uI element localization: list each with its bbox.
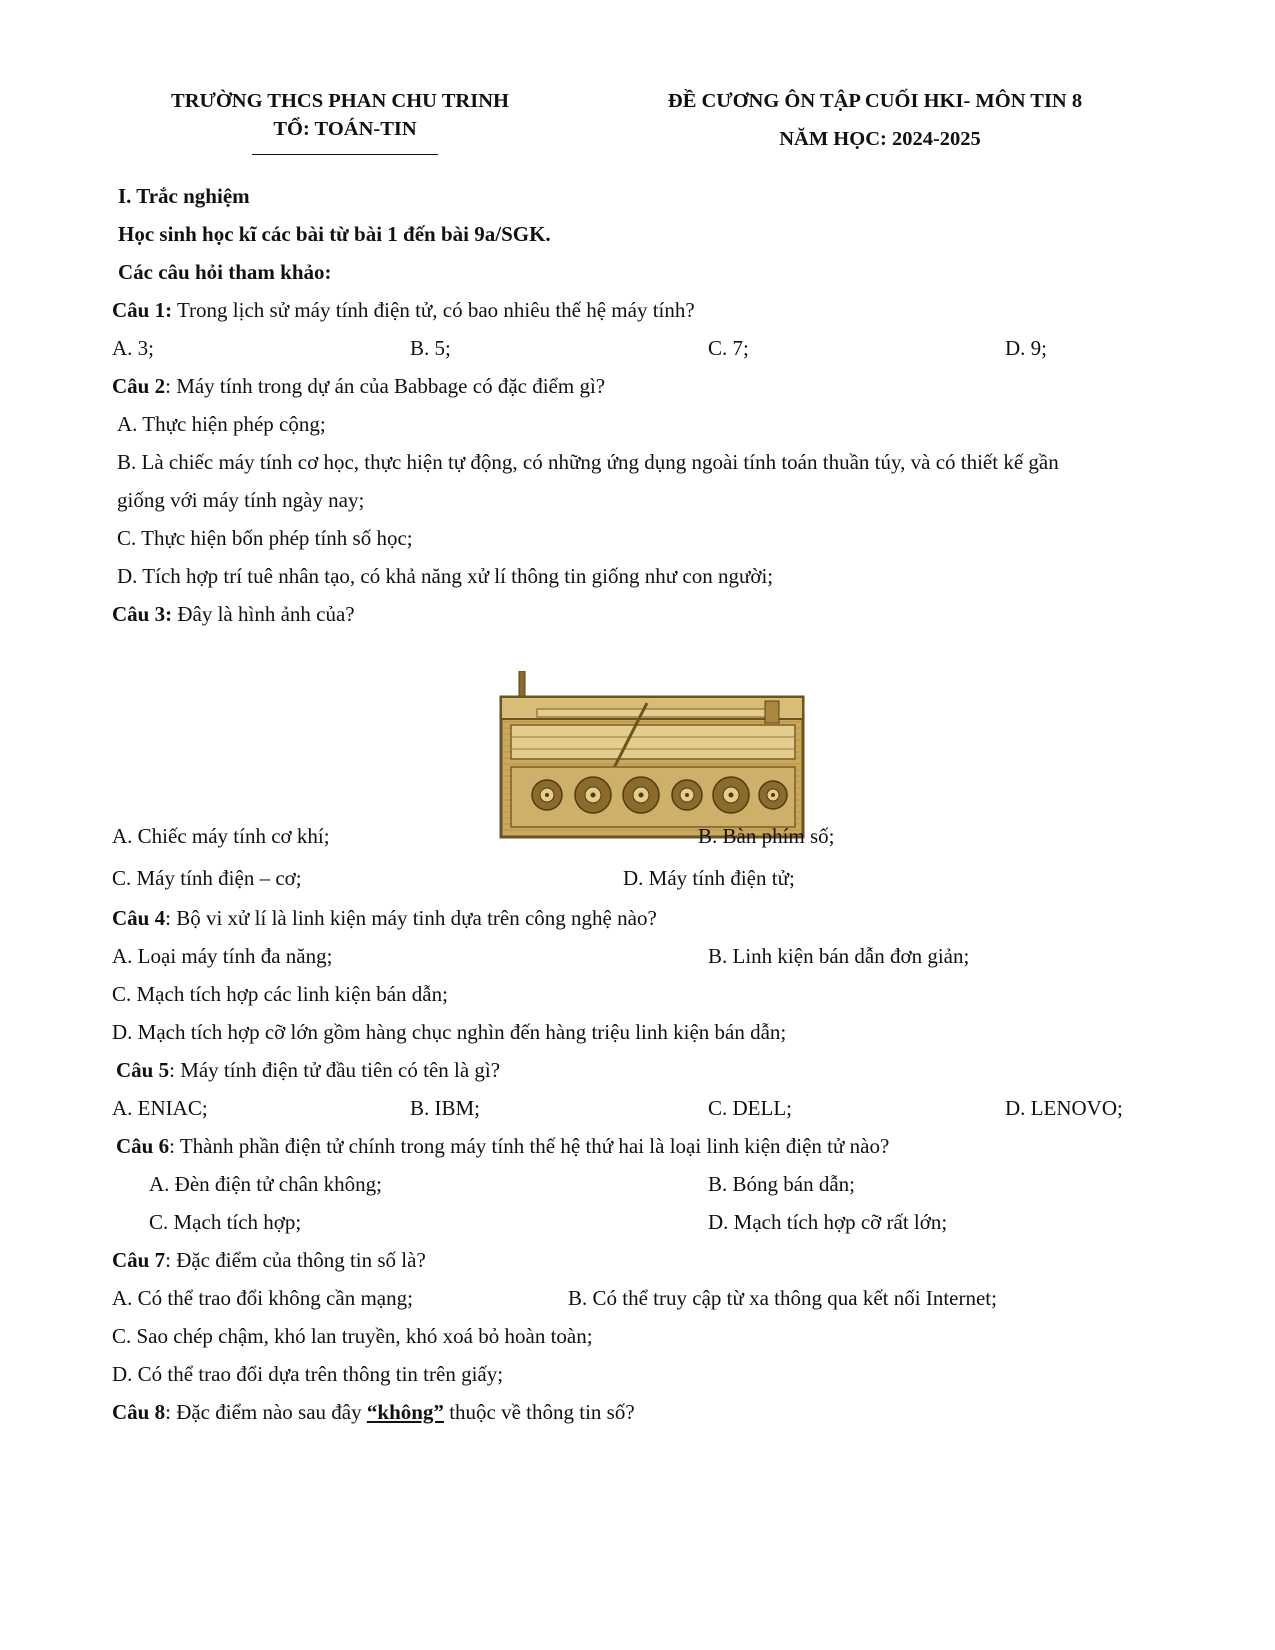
option-7d: D. Có thể trao đổi dựa trên thông tin trên giấy; (112, 1362, 504, 1386)
question-2 (112, 374, 605, 399)
option-7b: B. Có thể truy cập từ xa thông qua kết nối Internet; (568, 1286, 997, 1310)
option-5d: D. LENOVO; (1005, 1096, 1123, 1120)
question-label: Câu 7 (112, 1248, 166, 1272)
question-text: : Đặc điểm nào sau đây (165, 1400, 367, 1424)
question-label: Câu 2 (112, 374, 166, 398)
question-7 (112, 1248, 426, 1273)
department-name: TỔ: TOÁN-TIN (273, 118, 417, 140)
option-4d: D. Mạch tích hợp cỡ lớn gồm hàng chục nghìn đến hàng triệu linh kiện bán dẫn; (112, 1020, 787, 1044)
question-text: Trong lịch sử máy tính điện tử, có bao nhiêu thế hệ máy tính? (172, 298, 695, 322)
option-3c: C. Máy tính điện – cơ; (112, 866, 302, 890)
option-2c: C. Thực hiện bốn phép tính số học; (117, 526, 413, 550)
option-3b: B. Bàn phím số; (698, 824, 835, 848)
option-6a: A. Đèn điện tử chân không; (149, 1172, 382, 1196)
question-label: Câu 4 (112, 906, 166, 930)
question-3 (112, 602, 355, 627)
option-1d: D. 9; (1005, 336, 1047, 360)
department-underline (252, 154, 438, 155)
section-heading: I. Trắc nghiệm (118, 184, 250, 208)
question-text: Đây là hình ảnh của? (172, 602, 355, 626)
question-5 (116, 1058, 500, 1083)
question-6 (116, 1134, 889, 1159)
document-title: ĐỀ CƯƠNG ÔN TẬP CUỐI HKI- MÔN TIN 8 (667, 90, 1083, 112)
option-4b: B. Linh kiện bán dẫn đơn giản; (708, 944, 970, 968)
option-2b: B. Là chiếc máy tính cơ học, thực hiện tự động, có những ứng dụng ngoài tính toán thuần túy, và có thiết kế gần (117, 450, 1059, 474)
question-text: : Máy tính điện tử đầu tiên có tên là gì? (169, 1058, 501, 1082)
option-1c: C. 7; (708, 336, 749, 360)
pascaline-calculator-illustration (497, 671, 809, 841)
question-1 (112, 298, 695, 323)
question-text-end: thuộc về thông tin số? (443, 1400, 635, 1424)
option-2d: D. Tích hợp trí tuê nhân tạo, có khả năng xử lí thông tin giống như con người; (117, 564, 774, 588)
option-5a: A. ENIAC; (112, 1096, 208, 1120)
question-label: Câu 3: (112, 602, 173, 626)
option-6d: D. Mạch tích hợp cỡ rất lớn; (708, 1210, 948, 1234)
option-3d: D. Máy tính điện tử; (623, 866, 795, 890)
question-text: : Thành phần điện tử chính trong máy tính thế hệ thứ hai là loại linh kiện điện tử nào? (169, 1134, 890, 1158)
option-1b: B. 5; (410, 336, 451, 360)
question-label: Câu 8 (112, 1400, 166, 1424)
study-instruction: Học sinh học kĩ các bài từ bài 1 đến bài 9a/SGK. (118, 222, 551, 246)
option-3a: A. Chiếc máy tính cơ khí; (112, 824, 330, 848)
option-4a: A. Loại máy tính đa năng; (112, 944, 333, 968)
question-8 (112, 1400, 635, 1425)
question-label: Câu 1: (112, 298, 173, 322)
question-label: Câu 6 (116, 1134, 170, 1158)
school-name: TRƯỜNG THCS PHAN CHU TRINH (171, 90, 509, 112)
option-5b: B. IBM; (410, 1096, 481, 1120)
option-2a: A. Thực hiện phép cộng; (117, 412, 326, 436)
option-2b-continued: giống với máy tính ngày nay; (117, 488, 365, 512)
option-6c: C. Mạch tích hợp; (149, 1210, 302, 1234)
option-5c: C. DELL; (708, 1096, 792, 1120)
option-1a: A. 3; (112, 336, 154, 360)
question-text: : Bộ vi xử lí là linh kiện máy tinh dựa trên công nghệ nào? (165, 906, 657, 930)
emphasis-not: “không” (366, 1400, 444, 1424)
question-label: Câu 5 (116, 1058, 170, 1082)
reference-questions-label: Các câu hỏi tham khảo: (118, 260, 332, 284)
option-6b: B. Bóng bán dẫn; (708, 1172, 855, 1196)
school-year: NĂM HỌC: 2024-2025 (779, 128, 981, 150)
option-7a: A. Có thể trao đổi không cần mạng; (112, 1286, 413, 1310)
question-text: : Đặc điểm của thông tin số là? (165, 1248, 426, 1272)
question-4 (112, 906, 657, 931)
option-7c: C. Sao chép chậm, khó lan truyền, khó xoá bỏ hoàn toàn; (112, 1324, 593, 1348)
option-4c: C. Mạch tích hợp các linh kiện bán dẫn; (112, 982, 448, 1006)
question-text: : Máy tính trong dự án của Babbage có đặc điểm gì? (165, 374, 606, 398)
